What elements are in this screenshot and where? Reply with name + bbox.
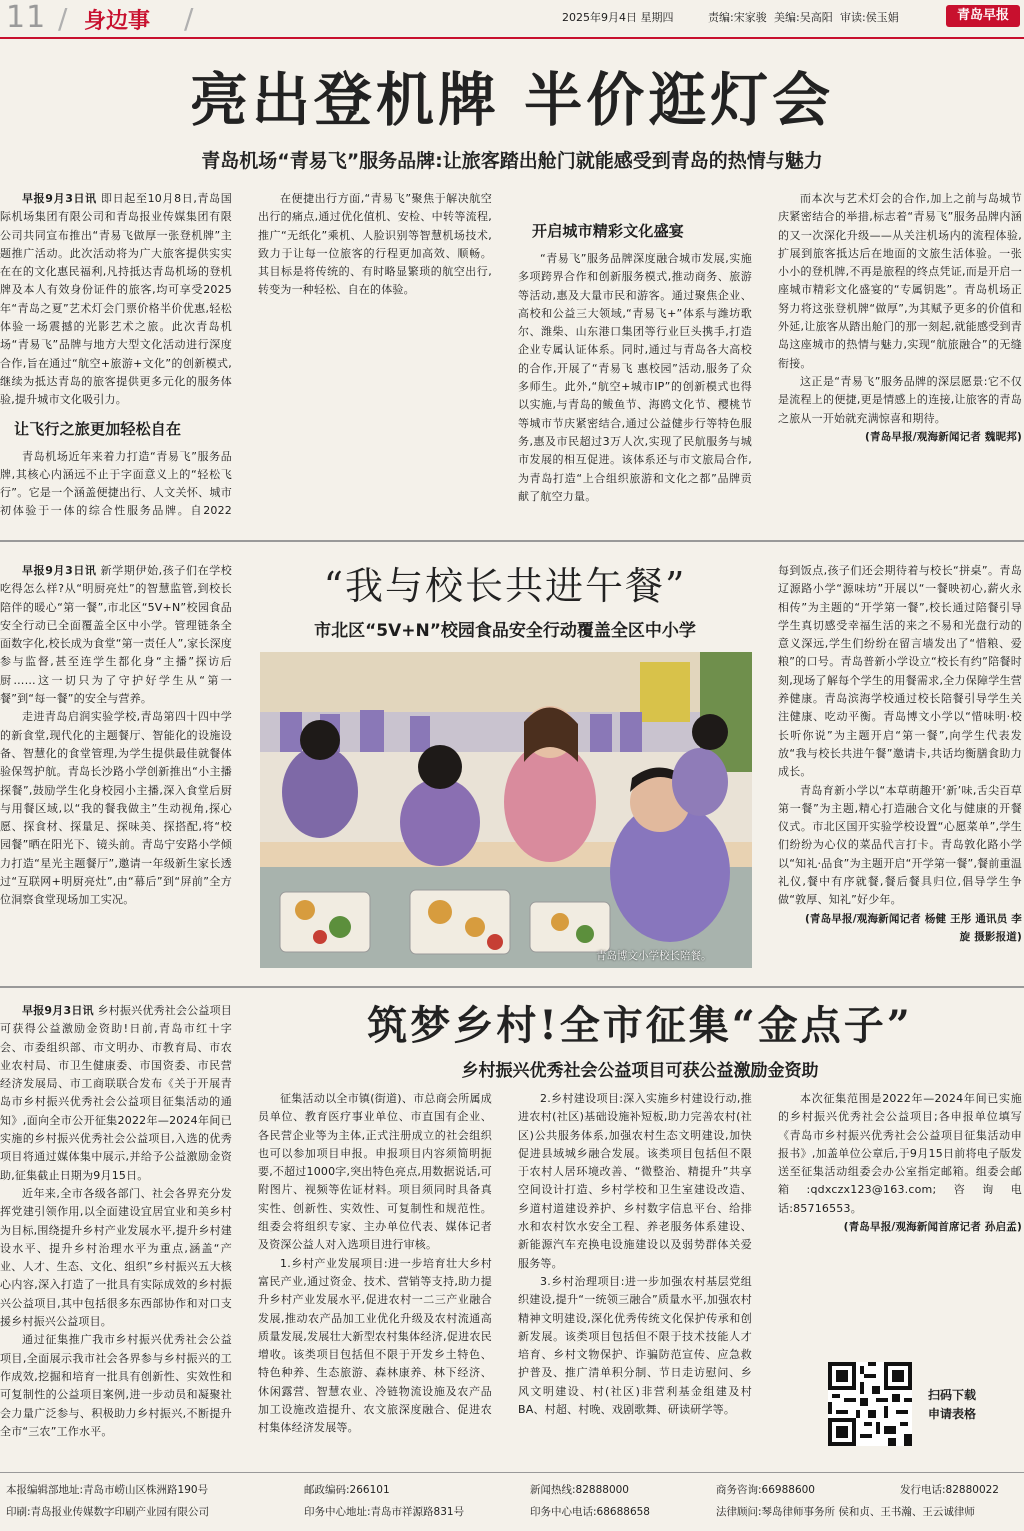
article1-para4: “青易飞”服务品牌深度融合城市发展,实施多项跨界合作和创新服务模式,推动商务、旅游等活动,惠及大量市民和游客。通过聚焦企业、高校和公益三大领域,“青易飞+”体系与潍坊歌尔、潍柴、山东港口集团等行业巨头携手,打造企业专属认证体系。同时,通过与青岛各大高校的合作,开展了“青易飞 惠校园”活动,服务了众多师生。此外,“航空+城市IP”的创新模式也得以实施,与青岛的鲅鱼节、海鸥文化节、樱桃节等城市节庆紧密结合,通过公益健步行等特色服务,惠及市民超过3万人次,实现了民航服务与城市发展的相互促进。该体系还与市文旅局合作,为青岛打造“上合组织旅游和文化之都”品牌贡献了航空力量。 — [518, 252, 752, 503]
footer-printer: 印刷:青岛报业传媒数字印刷产业园有限公司 — [6, 1506, 210, 1518]
article1-col1 — [0, 190, 232, 518]
designer-credit: 美编:吴高阳 — [774, 11, 833, 24]
qr-code-icon[interactable] — [828, 1362, 912, 1446]
article3-headline: 筑梦乡村!全市征集“金点子” — [367, 1002, 913, 1049]
article3-subheadline: 乡村振兴优秀社会公益项目可获公益激励金资助 — [461, 1061, 819, 1081]
footer-business: 商务咨询:66988600 — [716, 1484, 815, 1496]
article3-col3 — [518, 1090, 752, 1462]
section-slash: / — [184, 2, 194, 35]
article2-para4: 青岛育新小学以“本草萌趣开‘新’味,舌尖百草第一餐”为主题,精心打造融合文化与健康的开餐仪式。市北区国开实验学校设置“心愿菜单”,学生们纷纷为心仪的菜品代言打卡。青岛敦化路小学以“知礼·品食”为主题开启“开学第一餐”,餐前重温礼仪,餐中有序就餐,餐后餐具归位,倡导学生争做“敦厚、知礼”好少年。 — [778, 783, 1022, 907]
page-header — [0, 0, 1024, 36]
school-lunch-photo — [260, 652, 752, 968]
article1-para3: 在便捷出行方面,“青易飞”聚焦于解决航空出行的痛点,通过优化值机、安检、中转等流程,推广“无纸化”乘机、人脸识别等智慧机场技术,致力于让每一位旅客的行程更加高效、顺畅。其目标是将传统的、有时略显繁琐的航空出行,转变为一种轻松、自在的体验。 — [258, 192, 492, 297]
proofreader-credit: 审读:侯玉娟 — [840, 11, 899, 24]
newspaper-logo — [946, 5, 1020, 27]
article1-para1: 早报9月3日讯 即日起至10月8日,青岛国际机场集团有限公司和青岛报业传媒集团有限公司共同宣布推出“青易飞做厚一张登机牌”主题推广活动。此次活动将为广大旅客提供实实在在的文化惠民福利,凡持抵达青岛机场的登机牌及本人有效身份证件的旅客,均可享受2025年“青岛之夏”艺术灯会门票价格半价优惠,轻松体验一场震撼的光影艺术之旅。此次青岛机场“青易飞”品牌与地方大型文化活动进行深度合作,旨在通过“航空+旅游+文化”的创新模式,继续为抵达青岛的旅客提供更多元化的服务体验,提升城市文化吸引力。 — [0, 192, 232, 407]
footer-address: 本报编辑部地址:青岛市崂山区株洲路190号 — [6, 1484, 209, 1496]
article1-subhead2: 开启城市精彩文化盛宴 — [532, 222, 685, 240]
page-number-slash: / — [58, 2, 68, 35]
page-number: 11 — [6, 0, 47, 35]
article2-col4 — [778, 562, 1022, 976]
article2-para3: 每到饭点,孩子们还会期待着与校长“拼桌”。青岛辽源路小学“源味坊”开展以“一餐映初心,薪火永相传”为主题的“开学第一餐”,校长通过陪餐引导学生真切感受幸福生活的来之不易和光盘行动的意义深远,学生们纷纷在留言墙发出了“惜粮、爱粮”的口号。青岛普新小学设立“校长有约”陪餐时刻,现场了解每个学生的用餐需求,全力保障学生营养健康。青岛滨海学校通过校长陪餐引导学生关注健康、吃动平衡。青岛博文小学以“惜味明·校长听你说”为主题开启“第一餐”,向学生代表发放“我与校长共进午餐”邀请卡,共话均衡膳食助力成长。 — [778, 564, 1022, 779]
article3-byline: (青岛早报/观海新闻首席记者 孙启孟) — [843, 1221, 1022, 1234]
footer-hotline: 新闻热线:82888000 — [530, 1484, 629, 1496]
article3-para2: 近年来,全市各级各部门、社会各界充分发挥党建引领作用,以全面建设宜居宜业和美乡村为目标,围绕提升乡村产业发展水平,提升乡村建设水平、提升乡村治理水平为重点,涵盖“产业、人才、生态、文化、组织”乡村振兴五大核心内容,深入打造了一批具有实际成效的乡村振兴公益项目,其中包括很多东西部协作和对口支援乡村振兴公益项目。 — [0, 1186, 232, 1329]
article1-col2 — [258, 190, 492, 518]
qr-label-line1: 扫码下载 — [928, 1388, 977, 1402]
footer-print-address: 印务中心地址:青岛市祥源路831号 — [304, 1506, 465, 1518]
section-name: 身边事 — [84, 9, 151, 34]
footer-postcode: 邮政编码:266101 — [304, 1484, 390, 1496]
qr-label — [928, 1386, 976, 1424]
article1-para2: 青岛机场近年来着力打造“青易飞”服务品牌,其核心内涵远不止于字面意义上的“轻松飞行”。它是一个涵盖便捷出行、人文关怀、城市初体验于一体的综合性服务品牌。自2022 — [0, 449, 232, 518]
article1-col4 — [778, 190, 1022, 518]
article3-para8: 本次征集范围是2022年—2024年间已实施的乡村振兴优秀社会公益项目;各申报单位填写《青岛市乡村振兴优秀社会公益项目征集活动申报书》,加盖单位公章后,于9月15日前将电子版发送至征集活动组委会办公室指定邮箱。组委会邮箱:qdxczx123@163.com;咨询电话:85716553。 — [778, 1092, 1022, 1215]
footer-print-phone: 印务中心电话:68688658 — [530, 1506, 650, 1518]
article2-subheadline: 市北区“5V+N”校园食品安全行动覆盖全区中小学 — [314, 621, 696, 641]
article3-para7: 3.乡村治理项目:进一步加强农村基层党组织建设,提升“一统领三融合”质量水平,加强农村精神文明建设,深化优秀传统文化保护传承和创新发展。该类项目包括但不限于技术技能人才培育、乡村文物保护、诈骗防范宣传、应急救护普及、推广清单积分制、节日走访慰问、乡风文明建设、村(社区)非营利基金组建及村BA、村超、村晚、戏剧歌舞、研读研学等。 — [518, 1274, 752, 1417]
article1-headline: 亮出登机牌 半价逛灯会 — [189, 66, 835, 134]
article3-para5: 1.乡村产业发展项目:进一步培育壮大乡村富民产业,通过资金、技术、营销等支持,助力提升乡村产业发展水平,促进农村一二三产业融合发展,推动农产品加工业优化升级及农村流通高质量发展,发展壮大新型农村集体经济,促进农民增收。该类项目包括但不限于开发乡土特色、特色种养、生态旅游、森林康养、林下经济、休闲露营、智慧农业、冷链物流设施及农产品加工设施改造提升、农文旅深度融合、促进农村集体经济发展等。 — [258, 1256, 492, 1435]
article3-col4 — [778, 1090, 1022, 1340]
article3-para6: 2.乡村建设项目:深入实施乡村建设行动,推进农村(社区)基础设施补短板,助力完善农村(社区)公共服务体系,加强农村生态文明建设,加快促进县域城乡融合发展。该类项目包括但不限于农村人居环境改善、“微整治、精提升”共享空间设计打造、乡村学校和卫生室建设改造、乡道村道建设养护、乡村数字信息平台、给排水和农村饮水安全工程、养老服务体系建设、新能源汽车充换电设施建设以及弱势群体关爱服务等。 — [518, 1092, 752, 1270]
article3-col1 — [0, 1002, 232, 1462]
article2-headline: “我与校长共进午餐” — [323, 564, 687, 608]
article1-subhead1: 让飞行之旅更加轻松自在 — [14, 419, 182, 438]
article1-byline: (青岛早报/观海新闻记者 魏昵邦) — [865, 430, 1022, 443]
editor-credit: 责编:宋家骏 — [708, 11, 767, 24]
divider-1 — [0, 540, 1024, 542]
article1-subheadline: 青岛机场“青易飞”服务品牌:让旅客踏出舱门就能感受到青岛的热情与魅力 — [201, 150, 823, 172]
header-rule — [0, 37, 1024, 39]
logo-badge-icon: 青岛早报 — [956, 8, 1009, 23]
article2-para1: 早报9月3日讯 新学期伊始,孩子们在学校吃得怎么样?从“明厨亮灶”的智慧监管,到校长陪伴的暖心“第一餐”,市北区“5V+N”校园食品安全行动已全面覆盖全区中小学。管理链条全面数字化,校长成为食堂“第一责任人”,家长深度参与监督,甚至连学生都化身“主播”探访后厨……这一切只为了守护好学生从“第一餐”到“每一餐”的安全与营养。 — [0, 564, 232, 706]
issue-date: 2025年9月4日 星期四 — [562, 11, 674, 24]
article1-para5: 而本次与艺术灯会的合作,加上之前与岛城节庆紧密结合的举措,标志着“青易飞”服务品牌内涵的又一次深化升级——从关注机场内的流程体验,扩展到旅客抵达后在地面的文旅生活体验。一张小小的登机牌,不再是旅程的终点凭证,而是开启一座城市精彩文化盛宴的“专属钥匙”。青岛机场正努力将这张登机牌“做厚”,为其赋予更多的价值和外延,让旅客从踏出舱门的那一刻起,就能感受到青岛这座城市的热情与魅力,实现“航旅融合”的无缝衔接。 — [778, 192, 1022, 370]
footer-rule — [0, 1472, 1024, 1473]
article1-col3 — [518, 190, 752, 518]
article2-col1 — [0, 562, 232, 976]
footer-lawyer: 法律顾问:琴岛律师事务所 侯和贞、王书瀚、王云诚律师 — [716, 1506, 975, 1518]
footer-distribution: 发行电话:82880022 — [900, 1484, 999, 1496]
article3-para3: 通过征集推广我市乡村振兴优秀社会公益项目,全面展示我市社会各界参与乡村振兴的工作成效,挖掘和培育一批具有创新性、实效性和可复制性的公益项目案例,进一步动员和凝聚社会力量广泛参与、积极助力乡村振兴,不断提升全市“三农”工作水平。 — [0, 1333, 232, 1438]
article2-byline: (青岛早报/观海新闻记者 杨健 王彤 通讯员 李旋 摄影报道) — [804, 912, 1022, 943]
article3-col2 — [258, 1090, 492, 1462]
article1-para6: 这正是“青易飞”服务品牌的深层愿景:它不仅是流程上的便捷,更是情感上的连接,让旅客的青岛之旅从一开始就充满惊喜和期待。 — [778, 374, 1022, 425]
lunch-scene-illustration — [260, 652, 752, 968]
divider-2 — [0, 986, 1024, 988]
qr-label-line2: 申请表格 — [928, 1407, 977, 1421]
photo-caption: 青岛博文小学校长陪餐。 — [596, 950, 712, 962]
article3-para1: 早报9月3日讯 乡村振兴优秀社会公益项目可获得公益激励金资助!日前,青岛市红十字会、市委组织部、市文明办、市教育局、市农业农村局、市卫生健康委、市国资委、市民营经济发展局、市工商联联合发布《关于开展青岛市乡村振兴优秀社会公益项目征集活动的通知》,面向全市公开征集2022年—2024年间已实施的乡村振兴优秀社会公益项目,入选的优秀项目将通过媒体集中展示,并给予公益激励金资助,征集截止日期为9月15日。 — [0, 1004, 232, 1182]
article2-para2: 走进青岛启润实验学校,青岛第四十四中学的新食堂,现代化的主题餐厅、智能化的设施设备、智慧化的食堂管理,为学生提供最佳就餐体验保驾护航。青岛长沙路小学创新推出“小主播探餐”,鼓励学生化身校园小主播,深入食堂后厨与用餐区域,以“我的餐我做主”生动视角,探心愿、探食材、探量足、探味美、探搭配,将“校园餐”晒在阳光下、镜头前。青岛宁安路小学倾力打造“星光主题餐厅”,邀请一年级新生家长透过“互联网+明厨亮灶”,由“幕后”到“屏前”全方位洞察食堂现场加工实况。 — [0, 710, 232, 907]
qr-pattern — [828, 1362, 912, 1446]
article3-para4: 征集活动以全市镇(街道)、市总商会所属成员单位、教育医疗事业单位、市直国有企业、各民营企业等为主体,正式注册成立的社会组织也可以参加项目申报。申报项目内容须简明扼要,不超过1000字,突出特色亮点,用数据说话,可附图片、视频等佐证材料。项目须同时具备真实性、创新性、实效性、可复制性和规范性。组委会将组织专家、主办单位代表、媒体记者及资深公益人对入选项目进行审核。 — [258, 1092, 492, 1252]
